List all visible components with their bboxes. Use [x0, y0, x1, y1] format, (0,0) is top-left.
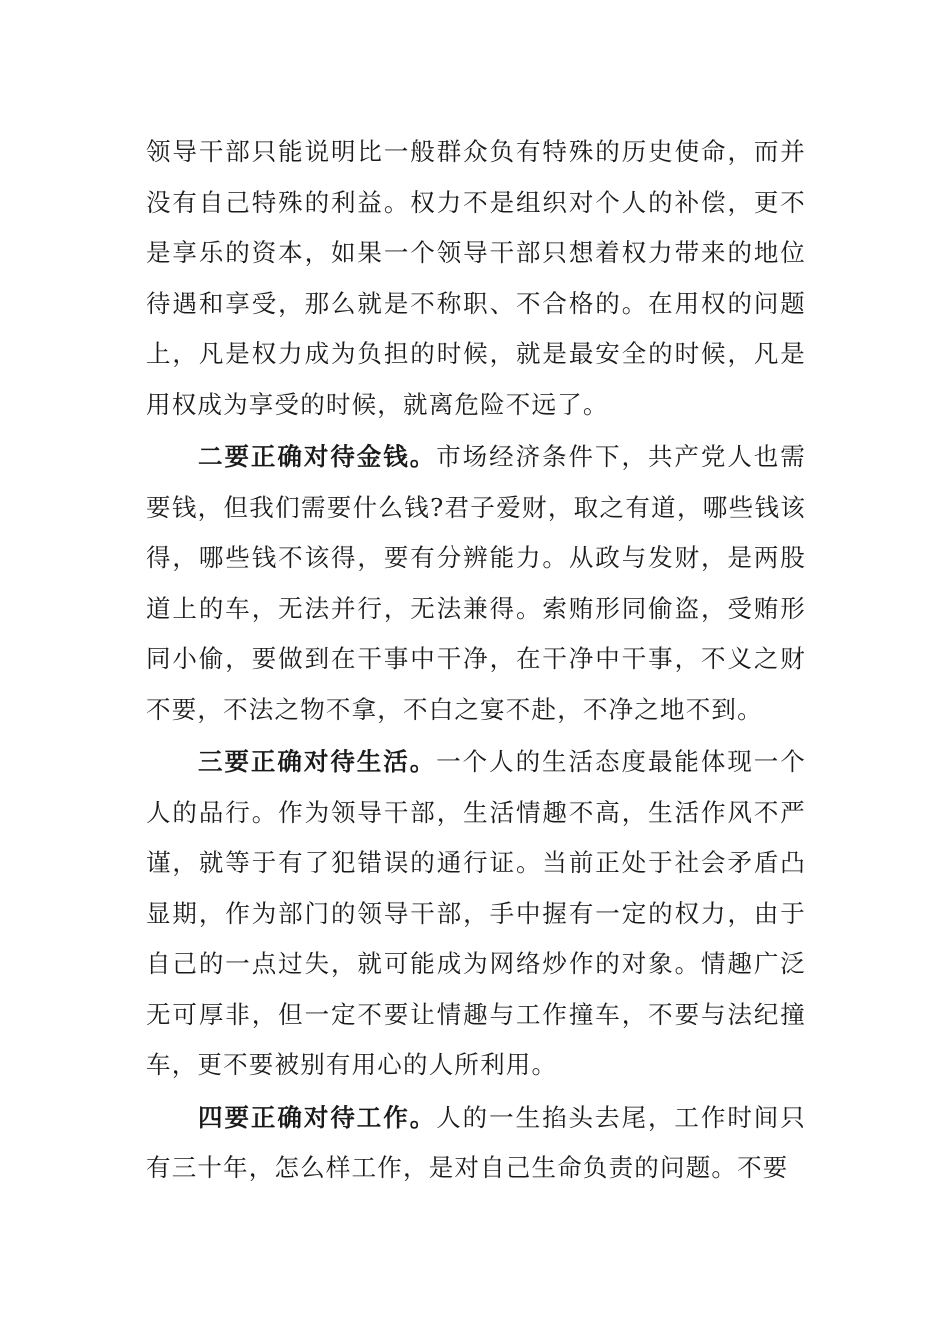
paragraph-heading: 二要正确对待金钱。: [198, 442, 437, 471]
paragraph-text: 领导干部只能说明比一般群众负有特殊的历史使命，而并没有自己特殊的利益。权力不是组织对个人的补偿，更不是享乐的资本，如果一个领导干部只想着权力带来的地位待遇和享受，那么就是不称职、不合格的。在用权的问题上，凡是权力成为负担的时候，就是最安全的时候，凡是用权成为享受的时候，就离危险不远了。: [146, 137, 806, 419]
paragraph-text: 市场经济条件下，共产党人也需要钱，但我们需要什么钱?君子爱财，取之有道，哪些钱该得，哪些钱不该得，要有分辨能力。从政与发财，是两股道上的车，无法并行，无法兼得。索贿形同偷盗，受贿形同小偷，要做到在干事中干净，在干净中干事，不义之财不要，不法之物不拿，不白之宴不赴，不净之地不到。: [146, 442, 806, 724]
paragraph-work: [146, 1093, 806, 1194]
paragraph-money: [146, 432, 806, 735]
paragraph-text: 人的一生掐头去尾，工作时间只有三十年，怎么样工作，是对自己生命负责的问题。不要: [146, 1102, 806, 1182]
paragraph-heading: 三要正确对待生活。: [198, 747, 437, 776]
paragraph-life: [146, 737, 806, 1091]
document-body: [146, 127, 806, 1194]
paragraph-heading: 四要正确对待工作。: [198, 1102, 437, 1132]
paragraph-power: [146, 127, 806, 430]
paragraph-text: 一个人的生活态度最能体现一个人的品行。作为领导干部，生活情趣不高，生活作风不严谨，就等于有了犯错误的通行证。当前正处于社会矛盾凸显期，作为部门的领导干部，手中握有一定的权力，由于自己的一点过失，就可能成为网络炒作的对象。情趣广泛无可厚非，但一定不要让情趣与工作撞车，不要与法纪撞车，更不要被别有用心的人所利用。: [146, 747, 806, 1079]
